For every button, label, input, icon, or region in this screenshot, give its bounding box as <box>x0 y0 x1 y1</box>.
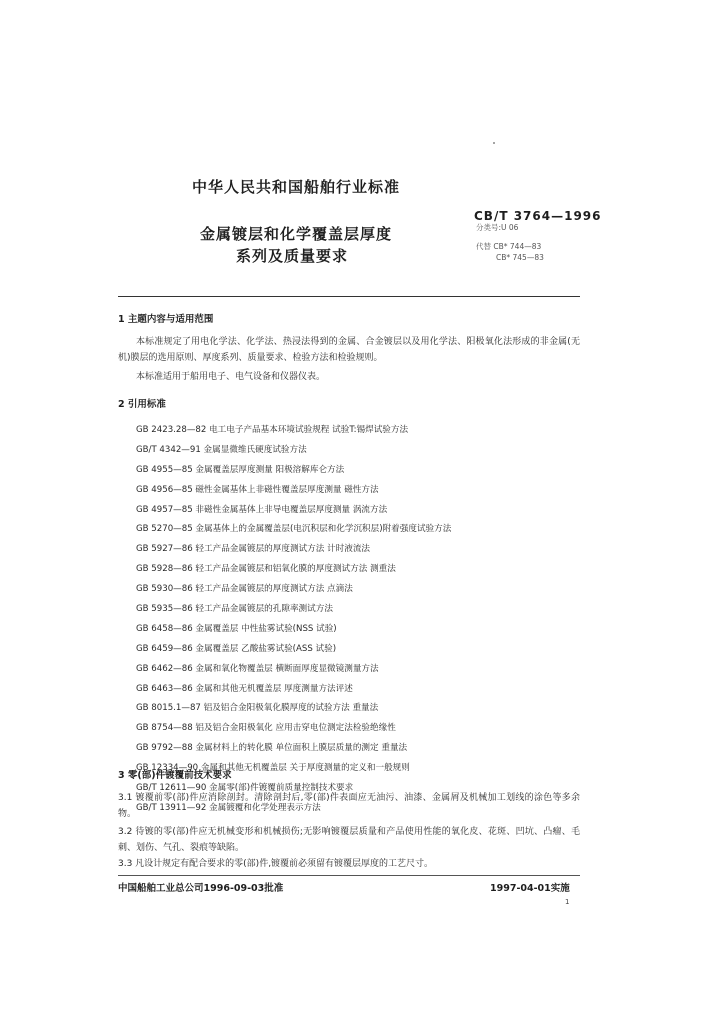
reference-item: GB 12334—90 金属和其他无机覆盖层 关于厚度测量的定义和一般规则 <box>136 763 410 774</box>
reference-item: GB 4956—85 磁性金属基体上非磁性覆盖层厚度测量 磁性方法 <box>136 484 379 495</box>
section-3-heading: 3 零(部)件镀覆前技术要求 <box>118 770 232 781</box>
reference-item: GB 5927—86 轻工产品金属镀层的厚度测试方法 计时液流法 <box>136 544 371 555</box>
reference-item: GB 6458—86 金属覆盖层 中性盐雾试验(NSS 试验) <box>136 623 337 634</box>
clause-3-1: 3.1 镀覆前零(部)件应消除剖封。清除剖封后,零(部)件表面应无油污、油漆、金属屑及机械加工划线的涂色等多余物。 <box>118 793 580 819</box>
reference-item: GB 5930—86 轻工产品金属镀层的厚度测试方法 点滴法 <box>136 584 353 595</box>
reference-item: GB 9792—88 金属材料上的转化膜 单位面积上膜层质量的测定 重量法 <box>136 743 408 754</box>
header-rule <box>118 296 580 297</box>
document-title-line-1: 金属镀层和化学覆盖层厚度 <box>200 225 393 243</box>
footer-rule <box>118 875 580 876</box>
reference-item: GB/T 13911—92 金属镀覆和化学处理表示方法 <box>136 802 321 813</box>
referenced-standards-list <box>136 421 582 819</box>
reference-item: GB 5935—86 轻工产品金属镀层的孔隙率测试方法 <box>136 604 333 615</box>
approval-date: 中国船舶工业总公司1996-09-03批准 <box>118 883 284 894</box>
reference-item: GB 6459—86 金属覆盖层 乙酸盐雾试验(ASS 试验) <box>136 643 337 654</box>
reference-item: GB 4957—85 非磁性金属基体上非导电覆盖层厚度测量 涡流方法 <box>136 504 388 515</box>
page-number: 1 <box>565 898 570 906</box>
document-title-line-2: 系列及质量要求 <box>236 247 349 265</box>
reference-item: GB 8754—88 铝及铝合金阳极氧化 应用击穿电位测定法检验绝缘性 <box>136 723 396 734</box>
section-2-heading: 2 引用标准 <box>118 399 166 410</box>
section-1-heading: 1 主题内容与适用范围 <box>118 314 214 325</box>
classification-code: 分类号:U 06 <box>476 223 519 232</box>
clause-3-2: 3.2 待镀的零(部)件应无机械变形和机械损伤;无影响镀覆层质量和产品使用性能的氧化皮、花斑、凹坑、凸瘤、毛刺、划伤、气孔、裂痕等缺陷。 <box>118 827 580 853</box>
clause-3-3: 3.3 凡设计规定有配合要求的零(部)件,镀覆前必须留有镀覆层厚度的工艺尺寸。 <box>118 859 434 869</box>
replaces-standard-1: 代替 CB* 744—83 <box>476 242 542 251</box>
reference-item: GB/T 4342—91 金属显微维氏硬度试验方法 <box>136 444 307 455</box>
effective-date: 1997-04-01实施 <box>490 883 570 894</box>
issuing-body-title: 中华人民共和国船舶行业标准 <box>192 178 401 196</box>
reference-item: GB 5270—85 金属基体上的金属覆盖层(电沉积层和化学沉积层)附着强度试验方法 <box>136 524 452 535</box>
replaces-standard-2: CB* 745—83 <box>496 253 544 262</box>
standard-number: CB/T 3764—1996 <box>474 209 602 223</box>
reference-item: GB 6462—86 金属和氧化物覆盖层 横断面厚度显微镜测量方法 <box>136 663 379 674</box>
reference-item: GB 6463—86 金属和其他无机覆盖层 厚度测量方法评述 <box>136 683 353 694</box>
reference-item: GB 8015.1—87 铝及铝合金阳极氧化膜厚度的试验方法 重量法 <box>136 703 379 714</box>
reference-item: GB 5928—86 轻工产品金属镀层和铝氧化膜的厚度测试方法 测重法 <box>136 564 396 575</box>
section-1-paragraph-2: 本标准适用于船用电子、电气设备和仪器仪表。 <box>136 372 326 382</box>
reference-item: GB 4955—85 金属覆盖层厚度测量 阳极溶解库仑方法 <box>136 464 345 475</box>
section-1-paragraph-1: 本标准规定了用电化学法、化学法、热浸法得到的金属、合金镀层以及用化学法、阳极氧化法形成的非金属(无机)膜层的选用原则、厚度系列、质量要求、检验方法和检验规则。 <box>118 337 580 363</box>
reference-item: GB/T 12611—90 金属零(部)件镀覆前质量控制技术要求 <box>136 783 354 794</box>
scan-speck <box>493 142 495 144</box>
reference-item: GB 2423.28—82 电工电子产品基本环境试验规程 试验T:锡焊试验方法 <box>136 425 409 435</box>
